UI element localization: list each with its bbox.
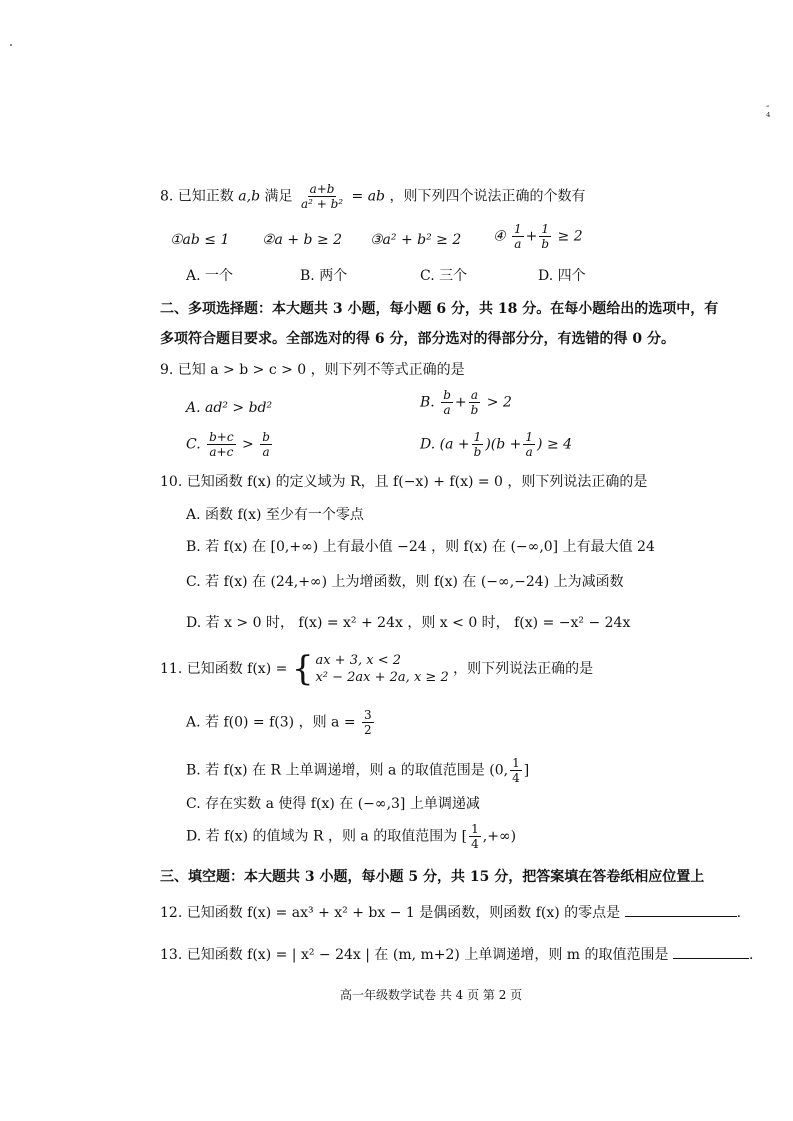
q9-option-d-suffix: ) ≥ 4 (537, 436, 573, 453)
q8-option-b: B. 两个 (300, 268, 348, 284)
q8-frac-1-over-a: $\frac{1}{a}$ (514, 222, 522, 251)
q8-option-c: C. 三个 (420, 268, 468, 284)
q9-frac-1-over-b: $\frac{1}{b}$ (473, 430, 482, 459)
q9-frac-c1-num: b+c (209, 430, 234, 444)
q8-statement-2: ②a + b ≥ 2 (262, 232, 343, 248)
q11-option-b-den: 4 (512, 771, 520, 785)
q12-stem-text: 12. 已知函数 f(x) = ax³ + x² + bx − 1 是偶函数，则函数 f(x) 的零点是 (160, 905, 621, 921)
q11-option-b-frac (510, 756, 522, 785)
q11-brace: { (291, 649, 314, 689)
q11-option-b (186, 756, 529, 785)
q11-option-a-num: 3 (364, 708, 372, 722)
q12-answer-blank[interactable] (625, 902, 737, 917)
q11-option-a-prefix: A. 若 f(0) = f(3) ，则 a = (186, 714, 356, 731)
q8-frac-1-over-b: $\frac{1}{b}$ (541, 222, 550, 251)
q11-option-d-prefix: D. 若 f(x) 的值域为 R ，则 a 的取值范围为 [ (186, 828, 468, 845)
section3-heading: 三、填空题：本大题共 3 小题，每小题 5 分，共 15 分，把答案填在答卷纸相应位置上 (160, 869, 705, 885)
q9-option-b-suffix: > 2 (486, 394, 512, 411)
q9-frac-b-over-a: $\frac{b}{a}$ (443, 388, 451, 417)
q10-option-d: D. 若 x > 0 时， f(x) = x² + 24x ，则 x < 0 时， f(x) = −x² − 24x (186, 615, 631, 631)
q9-option-d (420, 430, 572, 459)
q8-stem-prefix: 8. 已知正数 (160, 188, 234, 205)
q12-stem (160, 902, 741, 923)
q13-stem (160, 944, 753, 965)
q8-fraction-den: a² + b² (300, 197, 344, 211)
q9-stem: 9. 已知 a > b > c > 0 ，则下列不等式正确的是 (160, 362, 465, 378)
q8-fraction-num: a+b (309, 182, 335, 196)
q9-option-c-suffix: > (242, 436, 254, 453)
q11-option-a-frac (362, 708, 374, 737)
q8-statement-4: ④ $\frac{1}{a}$ + $\frac{1}{b}$ ≥ 2 (493, 222, 583, 251)
q9-option-c-prefix: C. (186, 436, 201, 453)
q13-answer-blank[interactable] (673, 944, 749, 959)
q8-stem (160, 182, 585, 211)
q9-option-b: B. $\frac{b}{a}$ + $\frac{a}{b}$ > 2 (420, 388, 512, 417)
q9-option-b-prefix: B. (420, 394, 435, 411)
q11-option-a (186, 708, 376, 737)
q10-option-c: C. 若 f(x) 在 (24,+∞) 上为增函数，则 f(x) 在 (−∞,−24) 上为减函数 (186, 574, 624, 590)
q9-frac-1-over-a: $\frac{1}{a}$ (525, 430, 534, 459)
corner-mark: ˗ ⁴ (766, 99, 771, 123)
q9-option-d-mid: )(b + (485, 436, 522, 453)
q11-option-a-den: 2 (364, 723, 372, 737)
q11-stem-prefix: 11. 已知函数 f(x) = (160, 661, 288, 677)
q12-end: . (736, 905, 742, 921)
q11-option-d-num: 1 (471, 822, 479, 836)
q11-stem-suffix: ，则下列说法正确的是 (453, 661, 594, 677)
q8-statement-3: ③a² + b² ≥ 2 (370, 232, 462, 248)
q10-stem: 10. 已知函数 f(x) 的定义域为 R，且 f(−x) + f(x) = 0 ，则下列说法正确的是 (160, 474, 648, 490)
q11-stem (160, 649, 594, 689)
q9-frac-a-over-b: $\frac{a}{b}$ (470, 388, 479, 417)
q8-stem-mid: 满足 (264, 188, 293, 205)
q8-statement-1: ①ab ≤ 1 (170, 232, 230, 248)
q9-frac-c1 (207, 430, 235, 459)
q11-option-b-num: 1 (512, 756, 520, 770)
q9-frac-c2: $\frac{b}{a}$ (262, 430, 270, 459)
q8-statement-4-suffix: ≥ 2 (557, 228, 583, 245)
page-footer: 高一年级数学试卷 共 4 页 第 2 页 (340, 988, 523, 1002)
section2-heading-line2: 多项符合题目要求。全部选对的得 6 分，部分选对的得部分分，有选错的得 0 分。 (160, 331, 675, 347)
q11-option-d-den: 4 (471, 837, 479, 851)
q11-piecewise (291, 649, 449, 689)
q9-option-a: A. ad² > bd² (186, 400, 273, 416)
q8-option-a: A. 一个 (186, 268, 234, 284)
q9-option-d-prefix: D. (a + (420, 436, 470, 453)
q9-frac-c1-den: a+c (209, 445, 234, 459)
q13-stem-text: 13. 已知函数 f(x) = | x² − 24x | 在 (m, m+2) 上单调递增，则 m 的取值范围是 (160, 947, 669, 963)
q8-stem-vars: a,b (238, 188, 261, 205)
q11-option-d-suffix: ,+∞) (482, 828, 517, 845)
q8-stem-eq: = ab (351, 188, 386, 205)
q11-case-1: ax + 3, x < 2 (315, 653, 401, 668)
q13-end: . (748, 947, 754, 963)
q11-option-d-frac (469, 822, 481, 851)
q8-statement-4-prefix: ④ (493, 228, 506, 245)
q10-option-a: A. 函数 f(x) 至少有一个零点 (186, 507, 364, 523)
q10-option-b: B. 若 f(x) 在 [0,+∞) 上有最小值 −24 ，则 f(x) 在 (−∞,0] 上有最大值 24 (186, 539, 655, 555)
q8-fraction (299, 182, 345, 211)
q11-option-d (186, 822, 516, 851)
q11-option-c: C. 存在实数 a 使得 f(x) 在 (−∞,3] 上单调递减 (186, 796, 480, 812)
q11-option-b-suffix: ] (523, 762, 530, 779)
section2-heading-line1: 二、多项选择题：本大题共 3 小题，每小题 6 分，共 18 分。在每小题给出的选项中，有 (160, 301, 719, 317)
q11-option-b-prefix: B. 若 f(x) 在 R 上单调递增，则 a 的取值范围是 (0, (186, 762, 509, 779)
q9-option-c (186, 430, 274, 459)
q8-option-d: D. 四个 (538, 268, 586, 284)
q8-stem-suffix: ，则下列四个说法正确的个数有 (389, 188, 586, 205)
scan-edge-mark (10, 44, 12, 46)
q11-case-2: x² − 2ax + 2a, x ≥ 2 (315, 670, 449, 685)
